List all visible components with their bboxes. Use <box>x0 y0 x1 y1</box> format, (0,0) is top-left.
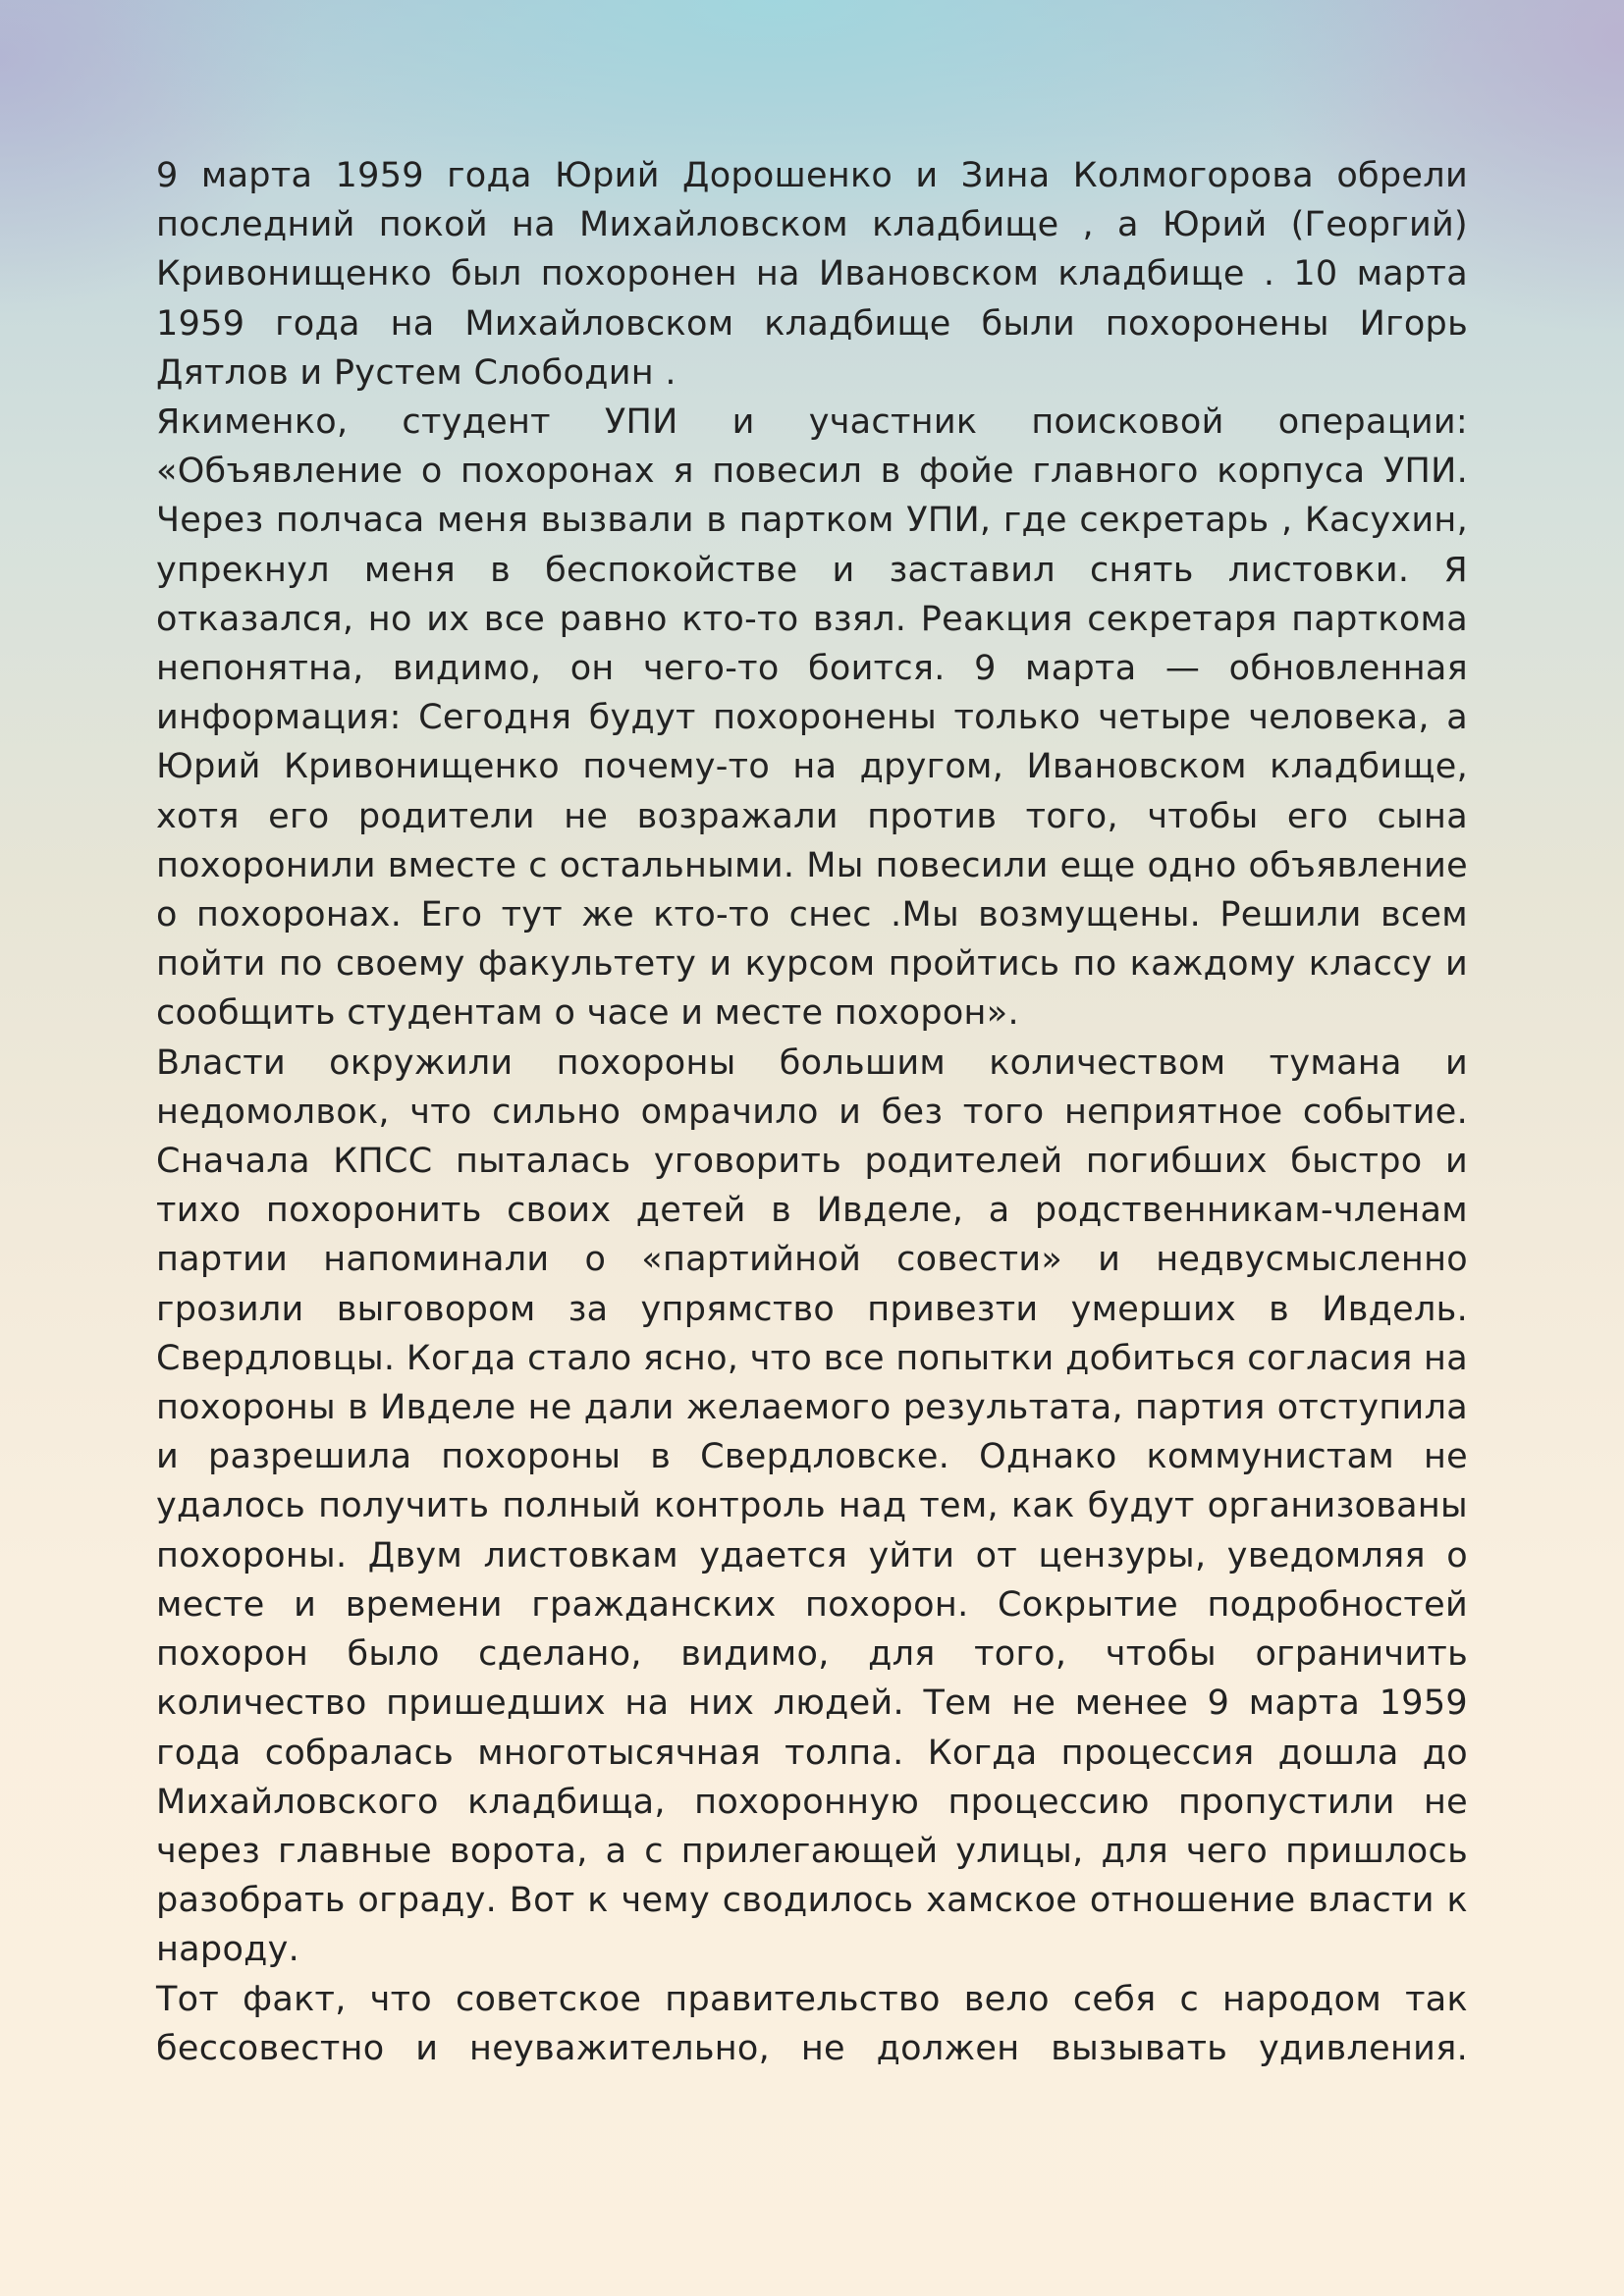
paragraph-burials: 9 марта 1959 года Юрий Дорошенко и Зина Колмогорова обрели последний покой на Михайловском кладбище , а Юрий (Георгий) Кривонищенко был похоронен на Ивановском кладбище . 10 марта 1959 года на Михайловском кладбище были похоронены Игорь Дятлов и Рустем Слободин . <box>156 156 1468 393</box>
paragraph-conclusion: Тот факт, что советское правительство вело себя с народом так бессовестно и неуважительно, не должен вызывать удивления. <box>156 1979 1468 2068</box>
document-text <box>156 151 1468 2073</box>
paragraph-authorities: Власти окружили похороны большим количеством тумана и недомолвок, что сильно омрачило и без того неприятное событие. Сначала КПСС пыталась уговорить родителей погибших быстро и тихо похоронить своих детей в Ивделе, а родственникам-членам партии напоминали о «партийной совести» и недвусмысленно грозили выговором за упрямство привезти умерших в Ивдель. Свердловцы. Когда стало ясно, что все попытки добиться согласия на похороны в Ивделе не дали желаемого результата, партия отступила и разрешила похороны в Свердловске. Однако коммунистам не удалось получить полный контроль над тем, как будут организованы похороны. Двум листовкам удается уйти от цензуры, уведомляя о месте и времени гражданских похорон. Сокрытие подробностей похорон было сделано, видимо, для того, чтобы ограничить количество пришедших на них людей. Тем не менее 9 марта 1959 года собралась многотысячная толпа. Когда процессия дошла до Михайловского кладбища, похоронную процессию пропустили не через главные ворота, а с прилегающей улицы, для чего пришлось разобрать ограду. Вот к чему сводилось хамское отношение власти к народу. <box>156 1042 1468 1970</box>
paragraph-yakimenko-quote: Якименко, студент УПИ и участник поисковой операции: «Объявление о похоронах я повесил в фойе главного корпуса УПИ. Через полчаса меня вызвали в партком УПИ, где секретарь , Касухин, упрекнул меня в беспокойстве и заставил снять листовки. Я отказался, но их все равно кто-то взял. Реакция секретаря парткома непонятна, видимо, он чего-то боится. 9 марта — обновленная информация: Сегодня будут похоронены только четыре человека, а Юрий Кривонищенко почему-то на другом, Ивановском кладбище, хотя его родители не возражали против того, чтобы его сына похоронили вместе с остальными. Мы повесили еще одно объявление о похоронах. Его тут же кто-то снес .Мы возмущены. Решили всем пойти по своему факультету и курсом пройтись по каждому классу и сообщить студентам о часе и месте похорон». <box>156 402 1468 1034</box>
